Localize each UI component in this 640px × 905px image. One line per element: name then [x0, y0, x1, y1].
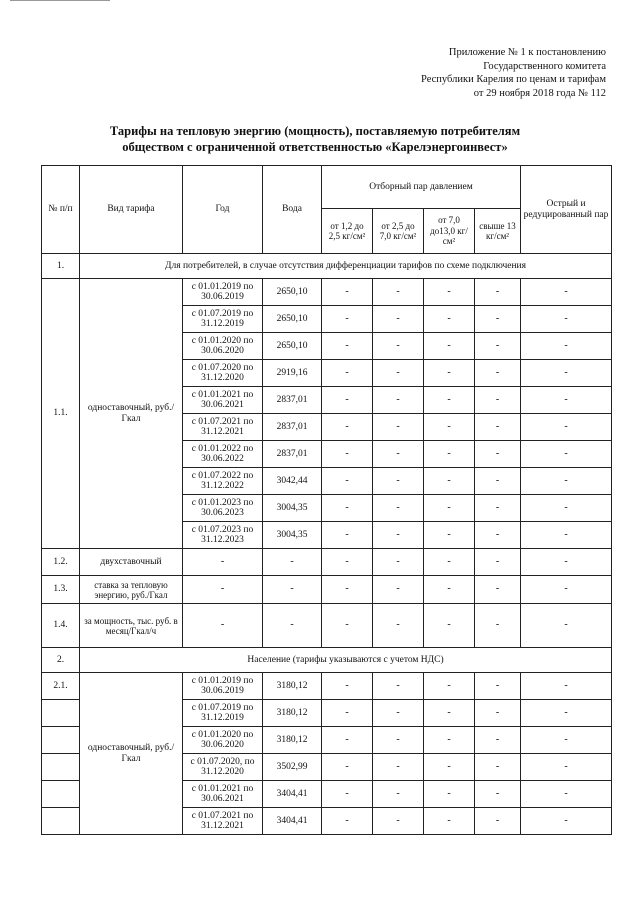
- water-value: 3502,99: [263, 754, 322, 781]
- water-value: 2837,01: [263, 441, 322, 468]
- dash-cell: -: [424, 576, 475, 604]
- period-cell: с 01.07.2020, по 31.12.2020: [183, 754, 263, 781]
- dash-cell: -: [322, 495, 373, 522]
- appendix-line: Приложение № 1 к постановлению: [448, 47, 606, 58]
- period-cell: с 01.01.2022 по 30.06.2022: [183, 441, 263, 468]
- period-cell: с 01.01.2021 по 30.06.2021: [183, 781, 263, 808]
- section-row: [42, 254, 612, 279]
- dash-cell: -: [424, 441, 475, 468]
- header-steam-col: свыше 13 кг/см²: [475, 209, 521, 254]
- dash-cell: -: [424, 808, 475, 835]
- dash-cell: -: [424, 549, 475, 576]
- header-type: Вид тарифа: [80, 166, 183, 254]
- period-cell: с 01.01.2020 по 30.06.2020: [183, 333, 263, 360]
- appendix-line: Государственного комитета: [483, 60, 606, 72]
- dash-cell: -: [475, 414, 521, 441]
- dash-cell: -: [475, 306, 521, 333]
- dash-cell: -: [475, 387, 521, 414]
- dash-cell: -: [263, 604, 322, 648]
- water-value: 3180,12: [263, 700, 322, 727]
- dash-cell: -: [322, 387, 373, 414]
- period-cell: с 01.07.2019 по 31.12.2019: [183, 306, 263, 333]
- dash-cell: -: [373, 781, 424, 808]
- period-cell: с 01.07.2023 по 31.12.2023: [183, 522, 263, 549]
- dash-cell: -: [521, 549, 612, 576]
- dash-cell: -: [424, 700, 475, 727]
- tariff-table: [41, 165, 612, 835]
- appendix-line: Республики Карелия по ценам и тарифам: [421, 74, 606, 85]
- dash-cell: -: [373, 604, 424, 648]
- water-value: 2650,10: [263, 306, 322, 333]
- appendix-line: от 29 ноября 2018 года № 112: [473, 87, 606, 99]
- row-num: 1.3.: [42, 576, 80, 604]
- header-water: Вода: [263, 166, 322, 254]
- dash-cell: -: [373, 522, 424, 549]
- dash-cell: -: [521, 700, 612, 727]
- dash-cell: -: [322, 522, 373, 549]
- water-value: 2650,10: [263, 333, 322, 360]
- dash-cell: -: [521, 279, 612, 306]
- dash-cell: -: [475, 754, 521, 781]
- header-steam-col: от 2,5 до 7,0 кг/см²: [373, 209, 424, 254]
- dash-cell: -: [322, 441, 373, 468]
- dash-cell: -: [521, 495, 612, 522]
- tariff-type: ставка за тепловую энергию, руб./Гкал: [80, 576, 183, 604]
- dash-cell: -: [183, 604, 263, 648]
- period-cell: с 01.01.2019 по 30.06.2019: [183, 279, 263, 306]
- period-cell: с 01.01.2019 по 30.06.2019: [183, 673, 263, 700]
- dash-cell: -: [475, 279, 521, 306]
- row-num-empty: [42, 781, 80, 808]
- dash-cell: -: [424, 522, 475, 549]
- water-value: 3404,41: [263, 808, 322, 835]
- dash-cell: -: [475, 333, 521, 360]
- dash-cell: -: [424, 414, 475, 441]
- water-value: 3180,12: [263, 673, 322, 700]
- dash-cell: -: [475, 727, 521, 754]
- dash-cell: -: [322, 700, 373, 727]
- dash-cell: -: [521, 414, 612, 441]
- dash-cell: -: [183, 549, 263, 576]
- dash-cell: -: [373, 754, 424, 781]
- dash-cell: -: [475, 468, 521, 495]
- dash-cell: -: [322, 414, 373, 441]
- tariff-type: одноставочный, руб./Гкал: [80, 673, 183, 835]
- row-num-empty: [42, 727, 80, 754]
- dash-cell: -: [424, 727, 475, 754]
- dash-cell: -: [373, 414, 424, 441]
- header-steam-col: от 7,0 до13,0 кг/см²: [424, 209, 475, 254]
- dash-cell: -: [424, 387, 475, 414]
- header-steam: Отборный пар давлением: [322, 166, 521, 209]
- dash-cell: -: [373, 468, 424, 495]
- dash-cell: -: [322, 333, 373, 360]
- table-row: [42, 576, 612, 604]
- dash-cell: -: [475, 495, 521, 522]
- dash-cell: -: [373, 360, 424, 387]
- dash-cell: -: [521, 754, 612, 781]
- tariff-type: одноставочный, руб./Гкал: [80, 279, 183, 549]
- header-sharp-steam: Острый и редуцированный пар: [521, 166, 612, 254]
- dash-cell: -: [424, 333, 475, 360]
- tariff-type: за мощность, тыс. руб. в месяц/Гкал/ч: [80, 604, 183, 648]
- period-cell: с 01.07.2021 по 31.12.2021: [183, 414, 263, 441]
- row-num: 1.1.: [42, 279, 80, 549]
- dash-cell: -: [373, 387, 424, 414]
- water-value: 3180,12: [263, 727, 322, 754]
- title-line-2: обществом с ограниченной ответственностью «Карелэнергоинвест»: [122, 139, 508, 154]
- water-value: 2837,01: [263, 414, 322, 441]
- dash-cell: -: [521, 576, 612, 604]
- row-num: 1.2.: [42, 549, 80, 576]
- dash-cell: -: [475, 673, 521, 700]
- dash-cell: -: [424, 781, 475, 808]
- dash-cell: -: [521, 441, 612, 468]
- dash-cell: -: [424, 754, 475, 781]
- tariff-type: двухставочный: [80, 549, 183, 576]
- water-value: 3042,44: [263, 468, 322, 495]
- section-title: Для потребителей, в случае отсутствия дифференциации тарифов по схеме подключения: [80, 254, 612, 279]
- dash-cell: -: [475, 700, 521, 727]
- dash-cell: -: [521, 387, 612, 414]
- dash-cell: -: [373, 727, 424, 754]
- dash-cell: -: [322, 549, 373, 576]
- section-title: Население (тарифы указываются с учетом НДС): [80, 648, 612, 673]
- dash-cell: -: [322, 306, 373, 333]
- dash-cell: -: [373, 808, 424, 835]
- water-value: 3004,35: [263, 522, 322, 549]
- row-num-empty: [42, 754, 80, 781]
- dash-cell: -: [373, 333, 424, 360]
- period-cell: с 01.07.2020 по 31.12.2020: [183, 360, 263, 387]
- period-cell: с 01.07.2021 по 31.12.2021: [183, 808, 263, 835]
- period-cell: с 01.01.2020 по 30.06.2020: [183, 727, 263, 754]
- header-steam-col: от 1,2 до 2,5 кг/см²: [322, 209, 373, 254]
- dash-cell: -: [373, 576, 424, 604]
- period-cell: с 01.01.2023 по 30.06.2023: [183, 495, 263, 522]
- section-num: 2.: [42, 648, 80, 673]
- dash-cell: -: [521, 333, 612, 360]
- dash-cell: -: [521, 306, 612, 333]
- dash-cell: -: [521, 727, 612, 754]
- dash-cell: -: [322, 576, 373, 604]
- dash-cell: -: [475, 549, 521, 576]
- water-value: 2919,16: [263, 360, 322, 387]
- header-year: Год: [183, 166, 263, 254]
- header-num: № п/п: [42, 166, 80, 254]
- dash-cell: -: [475, 781, 521, 808]
- row-num-empty: [42, 808, 80, 835]
- appendix-note: [346, 46, 606, 100]
- dash-cell: -: [475, 441, 521, 468]
- water-value: 3004,35: [263, 495, 322, 522]
- section-row: [42, 648, 612, 673]
- dash-cell: -: [373, 495, 424, 522]
- dash-cell: -: [263, 576, 322, 604]
- section-num: 1.: [42, 254, 80, 279]
- water-value: 2837,01: [263, 387, 322, 414]
- dash-cell: -: [373, 279, 424, 306]
- water-value: 2650,10: [263, 279, 322, 306]
- period-cell: с 01.01.2021 по 30.06.2021: [183, 387, 263, 414]
- water-value: 3404,41: [263, 781, 322, 808]
- dash-cell: -: [183, 576, 263, 604]
- dash-cell: -: [322, 781, 373, 808]
- dash-cell: -: [322, 727, 373, 754]
- table-row: [42, 549, 612, 576]
- dash-cell: -: [322, 279, 373, 306]
- dash-cell: -: [521, 522, 612, 549]
- dash-cell: -: [521, 604, 612, 648]
- row-num: 1.4.: [42, 604, 80, 648]
- dash-cell: -: [424, 306, 475, 333]
- table-row: [42, 279, 612, 306]
- dash-cell: -: [521, 673, 612, 700]
- dash-cell: -: [263, 549, 322, 576]
- dash-cell: -: [322, 673, 373, 700]
- document-title: [60, 124, 570, 155]
- dash-cell: -: [521, 781, 612, 808]
- dash-cell: -: [424, 673, 475, 700]
- dash-cell: -: [475, 808, 521, 835]
- dash-cell: -: [475, 604, 521, 648]
- row-num-empty: [42, 700, 80, 727]
- period-cell: с 01.07.2022 по 31.12.2022: [183, 468, 263, 495]
- table-row: [42, 673, 612, 700]
- title-line-1: Тарифы на тепловую энергию (мощность), поставляемую потребителям: [109, 124, 521, 138]
- dash-cell: -: [322, 754, 373, 781]
- dash-cell: -: [373, 441, 424, 468]
- dash-cell: -: [475, 360, 521, 387]
- dash-cell: -: [373, 306, 424, 333]
- dash-cell: -: [424, 604, 475, 648]
- dash-cell: -: [475, 522, 521, 549]
- dash-cell: -: [521, 808, 612, 835]
- dash-cell: -: [322, 468, 373, 495]
- dash-cell: -: [373, 673, 424, 700]
- dash-cell: -: [475, 576, 521, 604]
- dash-cell: -: [322, 808, 373, 835]
- dash-cell: -: [322, 360, 373, 387]
- dash-cell: -: [322, 604, 373, 648]
- dash-cell: -: [424, 468, 475, 495]
- dash-cell: -: [424, 495, 475, 522]
- top-rule: [10, 0, 110, 1]
- dash-cell: -: [521, 468, 612, 495]
- dash-cell: -: [424, 360, 475, 387]
- dash-cell: -: [373, 549, 424, 576]
- row-num: 2.1.: [42, 673, 80, 700]
- table-row: [42, 604, 612, 648]
- dash-cell: -: [373, 700, 424, 727]
- dash-cell: -: [521, 360, 612, 387]
- period-cell: с 01.07.2019 по 31.12.2019: [183, 700, 263, 727]
- dash-cell: -: [424, 279, 475, 306]
